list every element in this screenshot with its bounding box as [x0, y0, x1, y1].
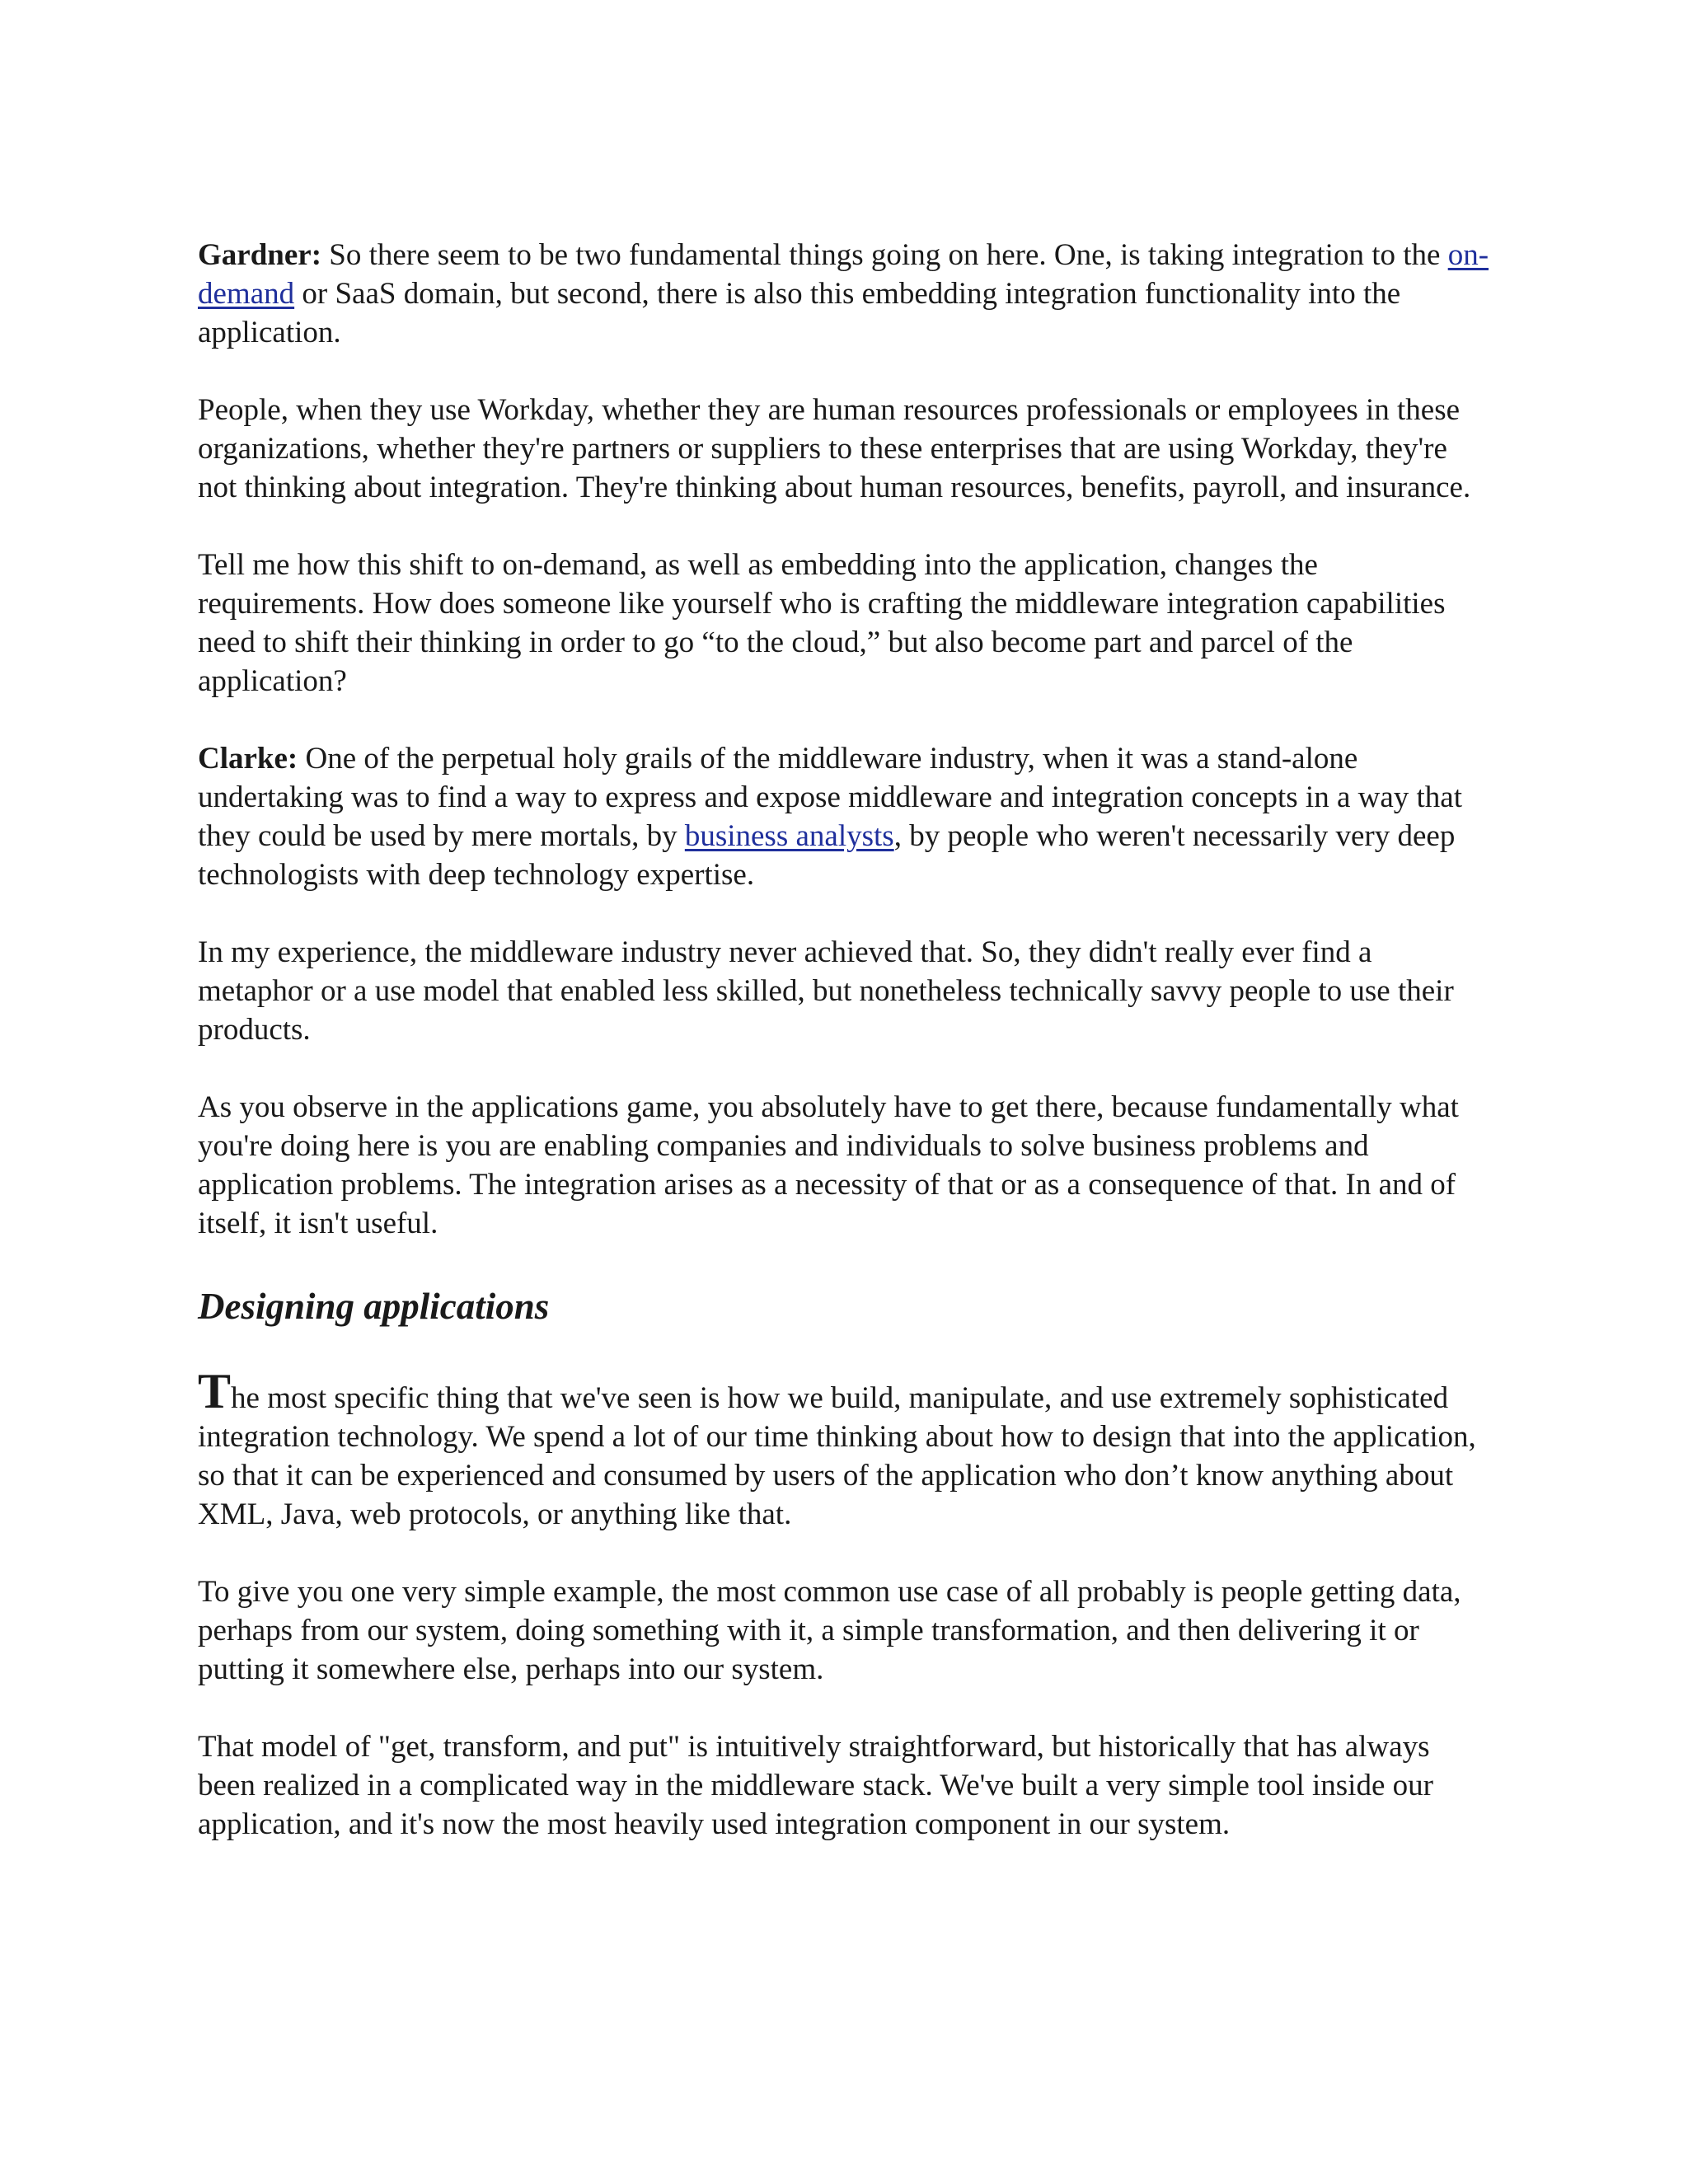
paragraph-middleware-experience: In my experience, the middleware industry never achieved that. So, they didn't really ever find a metaphor or a use model that enabled less skilled, but nonetheless technically savvy people to use their products. [198, 935, 1454, 1047]
paragraph-dropcap [198, 1364, 1492, 1534]
paragraph-get-transform-put: That model of "get, transform, and put" is intuitively straightforward, but historically that has always been realized in a complicated way in the middleware stack. We've built a very simple tool inside our application, and it's now the most heavily used integration component in our system. [198, 1730, 1433, 1841]
on-demand-link[interactable]: on-demand [198, 238, 1489, 311]
paragraph-text: So there seem to be two fundamental things going on here. One, is taking integration to the [321, 238, 1448, 272]
section-heading: Designing applications [198, 1286, 550, 1327]
speaker-label: Clarke: [198, 742, 298, 776]
paragraph-simple-example: To give you one very simple example, the most common use case of all probably is people getting data, perhaps from our system, doing something with it, a simple transformation, and then delivering it or putting it somewhere else, perhaps into our system. [198, 1575, 1461, 1686]
paragraph-applications-game: As you observe in the applications game, you absolutely have to get there, because fundamentally what you're doing here is you are enabling companies and individuals to solve business problems and application problems. The integration arises as a necessity of that or as a consequence of that. In and of itself, it isn't useful. [198, 1090, 1459, 1240]
paragraph-text: he most specific thing that we've seen is how we build, manipulate, and use extremely sophisticated integration technology. We spend a lot of our time thinking about how to design that into the application, so that it can be experienced and consumed by users of the application who don’t know anything about XML, Java, web protocols, or anything like that. [198, 1381, 1476, 1531]
paragraph-shift-requirements: Tell me how this shift to on-demand, as well as embedding into the application, changes the requirements. How does someone like yourself who is crafting the middleware integration capabilities need to shift their thinking in order to go “to the cloud,” but also become part and parcel of the application? [198, 548, 1446, 698]
paragraph-text: or SaaS domain, but second, there is also this embedding integration functionality into the application. [198, 277, 1401, 349]
drop-cap-letter: T [198, 1364, 232, 1418]
paragraph-clarke-answer [198, 739, 1492, 894]
paragraph-workday-users: People, when they use Workday, whether they are human resources professionals or employees in these organizations, whether they're partners or suppliers to these enterprises that are using Workday, they're not thinking about integration. They're thinking about human resources, benefits, payroll, and insurance. [198, 393, 1471, 504]
business-analysts-link[interactable]: business analysts [684, 819, 894, 853]
speaker-label: Gardner: [198, 238, 322, 272]
paragraph-text: One of the perpetual holy grails of the middleware industry, when it was a stand-alone undertaking was to find a way to express and expose middleware and integration concepts in a way that they could be used by mere mortals, by [198, 742, 1463, 853]
paragraph-gardner-question [198, 236, 1492, 352]
paragraph-text: , by people who weren't necessarily very deep technologists with deep technology expertise. [198, 819, 1456, 892]
document-page [198, 236, 1492, 1882]
